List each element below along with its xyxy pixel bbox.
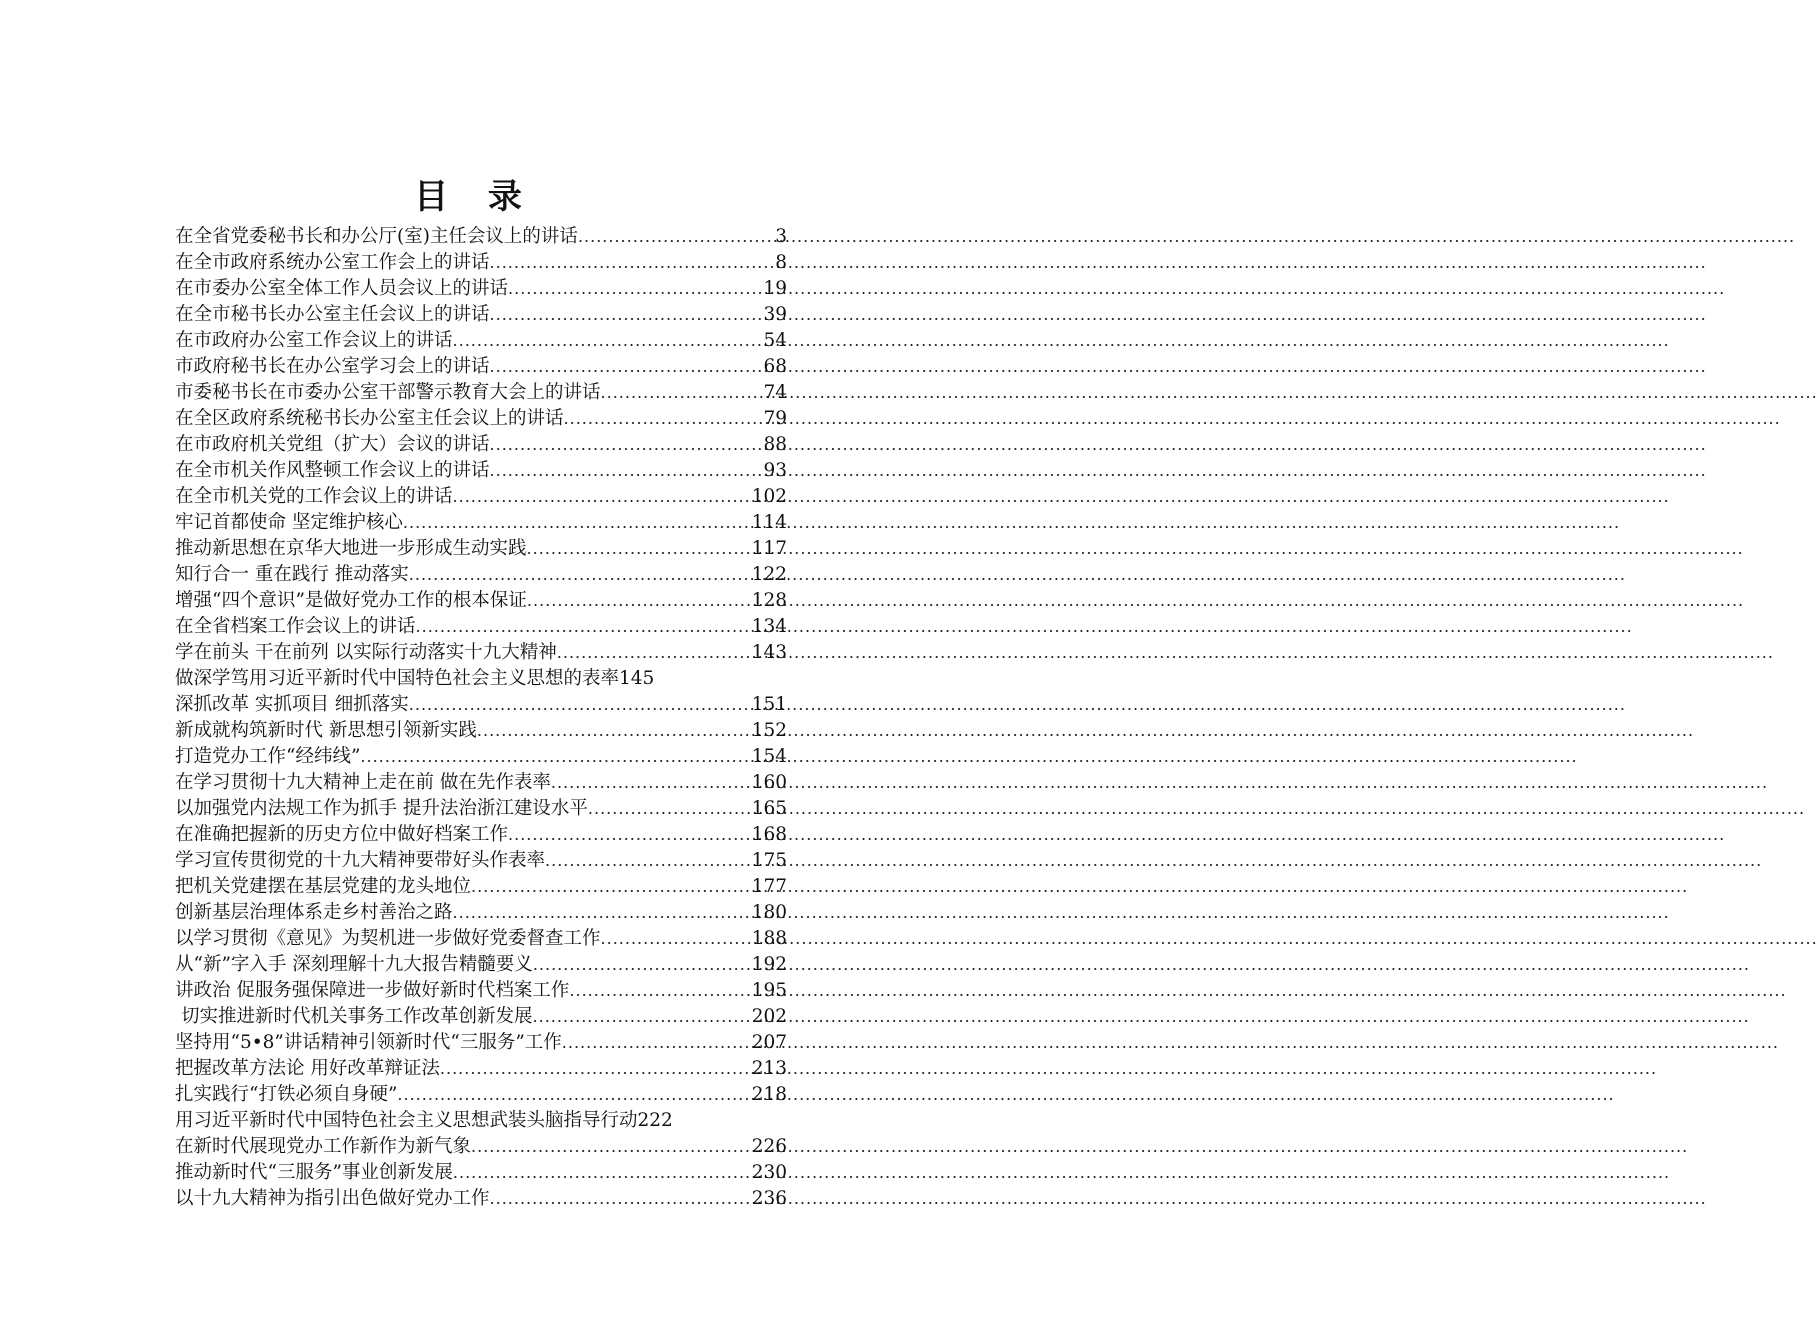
toc-entry[interactable] bbox=[175, 562, 787, 588]
toc-entry[interactable] bbox=[175, 1004, 787, 1030]
toc-entry[interactable] bbox=[175, 848, 787, 874]
toc-entry-title: 在全市机关党的工作会议上的讲话 bbox=[175, 486, 453, 507]
toc-dot-leader bbox=[490, 250, 776, 276]
toc-entry-title: 以加强党内法规工作为抓手 提升法治浙江建设水平 bbox=[175, 798, 588, 819]
toc-entry-title: 市政府秘书长在办公室学习会上的讲话 bbox=[175, 356, 490, 377]
toc-entry-title: 新成就构筑新时代 新思想引领新实践 bbox=[175, 720, 477, 741]
toc-dot-leader bbox=[477, 718, 752, 744]
toc-page-number: 202 bbox=[751, 1006, 787, 1027]
toc-entry-title: 推动新时代“三服务”事业创新发展 bbox=[175, 1162, 453, 1183]
toc-entry[interactable] bbox=[175, 874, 787, 900]
toc-page-number: 160 bbox=[751, 772, 787, 793]
toc-page-number: 102 bbox=[751, 486, 787, 507]
toc-entry-title: 在全区政府系统秘书长办公室主任会议上的讲话 bbox=[175, 408, 564, 429]
toc-dot-leader bbox=[578, 224, 775, 250]
toc-entry[interactable] bbox=[175, 926, 787, 952]
toc-dot-leader bbox=[453, 484, 752, 510]
toc-page-number: 74 bbox=[763, 382, 787, 403]
toc-entry-title: 推动新思想在京华大地进一步形成生动实践 bbox=[175, 538, 527, 559]
toc-page-number: 218 bbox=[751, 1084, 787, 1105]
toc-entry-title: 在全省档案工作会议上的讲话 bbox=[175, 616, 416, 637]
toc-entry[interactable] bbox=[175, 406, 787, 432]
toc-dot-leader bbox=[490, 1186, 752, 1212]
toc-dot-leader bbox=[440, 1056, 752, 1082]
toc-entry-title: 在学习贯彻十九大精神上走在前 做在先作表率 bbox=[175, 772, 551, 793]
toc-entry-title: 扎实践行“打铁必须自身硬” bbox=[175, 1084, 398, 1105]
toc-entry[interactable] bbox=[175, 1082, 787, 1108]
toc-page-number: 154 bbox=[751, 746, 787, 767]
toc-dot-leader bbox=[453, 328, 764, 354]
page-title: 目 录 bbox=[414, 177, 536, 217]
toc-dot-leader bbox=[601, 926, 752, 952]
toc-dot-leader bbox=[471, 1134, 752, 1160]
toc-dot-leader bbox=[490, 458, 764, 484]
toc-dot-leader bbox=[601, 380, 764, 406]
toc-page-number: 39 bbox=[763, 304, 787, 325]
toc-dot-leader bbox=[533, 952, 752, 978]
toc-page-number: 128 bbox=[751, 590, 787, 611]
toc-entry[interactable] bbox=[175, 224, 787, 250]
toc-page-number: 143 bbox=[751, 642, 787, 663]
toc-page-number: 93 bbox=[763, 460, 787, 481]
toc-dot-leader bbox=[471, 874, 752, 900]
toc-entry[interactable] bbox=[175, 510, 787, 536]
toc-entry-title: 深抓改革 实抓项目 细抓落实 bbox=[175, 694, 409, 715]
toc-entry[interactable] bbox=[175, 458, 787, 484]
toc-dot-leader bbox=[588, 796, 752, 822]
toc-page-number: 152 bbox=[751, 720, 787, 741]
toc-entry[interactable] bbox=[175, 796, 787, 822]
toc-entry-title: 从“新”字入手 深刻理解十九大报告精髓要义 bbox=[175, 954, 533, 975]
toc-page-number: 230 bbox=[751, 1162, 787, 1183]
toc-entry[interactable] bbox=[175, 1134, 787, 1160]
toc-entry-title: 学习宣传贯彻党的十九大精神要带好头作表率 bbox=[175, 850, 546, 871]
toc-entry-title: 做深学笃用习近平新时代中国特色社会主义思想的表率 bbox=[175, 668, 620, 689]
toc-dot-leader bbox=[490, 302, 764, 328]
toc-entry-title: 知行合一 重在践行 推动落实 bbox=[175, 564, 409, 585]
toc-dot-leader bbox=[551, 770, 752, 796]
toc-page-number: 54 bbox=[763, 330, 787, 351]
toc-dot-leader bbox=[508, 822, 752, 848]
toc-entry-title: 用习近平新时代中国特色社会主义思想武装头脑指导行动 bbox=[175, 1110, 638, 1131]
toc-entry-title: 以学习贯彻《意见》为契机进一步做好党委督查工作 bbox=[175, 928, 601, 949]
toc-entry-title: 以十九大精神为指引出色做好党办工作 bbox=[175, 1188, 490, 1209]
toc-entry[interactable] bbox=[175, 718, 787, 744]
toc-entry-title: 在新时代展现党办工作新作为新气象 bbox=[175, 1136, 472, 1157]
toc-entry-title: 打造党办工作“经纬线” bbox=[175, 746, 361, 767]
toc-entry[interactable] bbox=[175, 1186, 787, 1212]
toc-page-number: 192 bbox=[751, 954, 787, 975]
toc-page-number: 88 bbox=[763, 434, 787, 455]
toc-entry[interactable] bbox=[175, 302, 787, 328]
toc-page-number: 213 bbox=[751, 1058, 787, 1079]
toc-entry-title: 在全省党委秘书长和办公厅(室)主任会议上的讲话 bbox=[175, 226, 578, 247]
toc-dot-leader bbox=[533, 1004, 752, 1030]
toc-entry-title: 把机关党建摆在基层党建的龙头地位 bbox=[175, 876, 472, 897]
toc-entry-title: 在市政府办公室工作会议上的讲话 bbox=[175, 330, 453, 351]
toc-entry[interactable] bbox=[175, 1056, 787, 1082]
toc-page-number: 180 bbox=[751, 902, 787, 923]
toc-entry-title: 在市政府机关党组（扩大）会议的讲话 bbox=[175, 434, 490, 455]
toc-entry-title: 在市委办公室全体工作人员会议上的讲话 bbox=[175, 278, 509, 299]
toc-entry[interactable] bbox=[175, 614, 787, 640]
toc-entry-title: 在全市政府系统办公室工作会上的讲话 bbox=[175, 252, 490, 273]
toc-entry-title: 把握改革方法论 用好改革辩证法 bbox=[175, 1058, 440, 1079]
toc-dot-leader bbox=[403, 510, 752, 536]
toc-page-number: 8 bbox=[775, 252, 787, 273]
toc-page-number: 222 bbox=[637, 1110, 673, 1131]
toc-page-number: 188 bbox=[751, 928, 787, 949]
toc-entry[interactable] bbox=[175, 536, 787, 562]
toc-page-number: 122 bbox=[751, 564, 787, 585]
toc-page-number: 19 bbox=[763, 278, 787, 299]
toc-entry[interactable] bbox=[175, 666, 815, 692]
toc-entry[interactable] bbox=[175, 952, 787, 978]
toc-entry[interactable] bbox=[175, 1108, 815, 1134]
toc-dot-leader bbox=[409, 692, 752, 718]
toc-entry[interactable] bbox=[175, 1030, 787, 1056]
toc-dot-leader bbox=[508, 276, 763, 302]
toc-dot-leader bbox=[527, 588, 752, 614]
toc-dot-leader bbox=[564, 406, 764, 432]
toc-entry[interactable] bbox=[175, 692, 787, 718]
toc-entry-title: 在准确把握新的历史方位中做好档案工作 bbox=[175, 824, 509, 845]
toc-entry[interactable] bbox=[175, 328, 787, 354]
toc-entry[interactable] bbox=[175, 588, 787, 614]
toc-entry-title: 市委秘书长在市委办公室干部警示教育大会上的讲话 bbox=[175, 382, 601, 403]
toc-dot-leader bbox=[527, 536, 752, 562]
toc-entry[interactable] bbox=[175, 484, 787, 510]
toc-page-number: 145 bbox=[619, 668, 655, 689]
toc-entry-title: 增强“四个意识”是做好党办工作的根本保证 bbox=[175, 590, 527, 611]
toc-page-number: 236 bbox=[751, 1188, 787, 1209]
toc-entry-title: 切实推进新时代机关事务工作改革创新发展 bbox=[181, 1006, 533, 1027]
toc-entry[interactable] bbox=[175, 276, 787, 302]
toc-dot-leader bbox=[490, 354, 764, 380]
toc-dot-leader bbox=[360, 744, 751, 770]
toc-dot-leader bbox=[416, 614, 752, 640]
toc-page-number: 134 bbox=[751, 616, 787, 637]
toc-page-number: 195 bbox=[751, 980, 787, 1001]
toc-entry[interactable] bbox=[175, 770, 787, 796]
toc-page-number: 79 bbox=[763, 408, 787, 429]
toc-entry[interactable] bbox=[175, 250, 787, 276]
toc-page-number: 226 bbox=[751, 1136, 787, 1157]
toc-page-number: 165 bbox=[751, 798, 787, 819]
toc-entry[interactable] bbox=[175, 354, 787, 380]
table-of-contents bbox=[175, 224, 815, 1212]
toc-entry-title: 在全市秘书长办公室主任会议上的讲话 bbox=[175, 304, 490, 325]
toc-page-number: 68 bbox=[763, 356, 787, 377]
toc-page-number: 177 bbox=[751, 876, 787, 897]
toc-dot-leader bbox=[453, 900, 752, 926]
toc-page-number: 168 bbox=[751, 824, 787, 845]
toc-dot-leader bbox=[397, 1082, 751, 1108]
toc-entry-title: 讲政治 促服务强保障进一步做好新时代档案工作 bbox=[175, 980, 570, 1001]
toc-page-number: 207 bbox=[751, 1032, 787, 1053]
toc-entry[interactable] bbox=[175, 380, 787, 406]
toc-entry[interactable] bbox=[175, 432, 787, 458]
toc-dot-leader bbox=[490, 432, 764, 458]
toc-dot-leader bbox=[569, 978, 751, 1004]
toc-entry[interactable] bbox=[175, 640, 787, 666]
toc-dot-leader bbox=[409, 562, 752, 588]
toc-dot-leader bbox=[557, 640, 752, 666]
toc-entry[interactable] bbox=[175, 900, 787, 926]
toc-entry-title: 在全市机关作风整顿工作会议上的讲话 bbox=[175, 460, 490, 481]
toc-page-number: 117 bbox=[751, 538, 787, 559]
toc-dot-leader bbox=[562, 1030, 752, 1056]
toc-page-number: 3 bbox=[775, 226, 787, 247]
toc-entry-title: 创新基层治理体系走乡村善治之路 bbox=[175, 902, 453, 923]
toc-entry-title: 学在前头 干在前列 以实际行动落实十九大精神 bbox=[175, 642, 557, 663]
toc-dot-leader bbox=[453, 1160, 752, 1186]
toc-entry[interactable] bbox=[175, 1160, 787, 1186]
toc-page-number: 114 bbox=[751, 512, 787, 533]
toc-dot-leader bbox=[545, 848, 752, 874]
toc-page-number: 151 bbox=[751, 694, 787, 715]
toc-entry[interactable] bbox=[175, 978, 787, 1004]
toc-entry[interactable] bbox=[175, 744, 787, 770]
toc-entry[interactable] bbox=[175, 822, 787, 848]
toc-entry-title: 牢记首都使命 坚定维护核心 bbox=[175, 512, 403, 533]
toc-entry-title: 坚持用“5•8”讲话精神引领新时代“三服务”工作 bbox=[175, 1032, 562, 1053]
toc-page-number: 175 bbox=[751, 850, 787, 871]
